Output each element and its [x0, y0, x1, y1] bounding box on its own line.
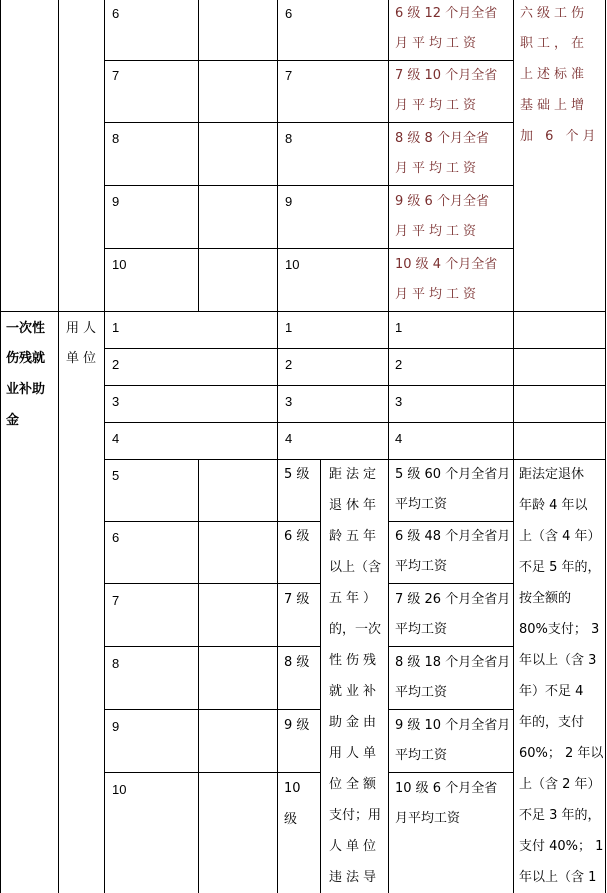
benefit-cell: 月平均工资: [395, 224, 481, 239]
grade-cell: 1: [112, 320, 120, 335]
condition-line: 五年）: [329, 591, 381, 606]
condition-line: 的，一次: [329, 622, 382, 637]
col-divider-sub-lower: [198, 459, 199, 893]
payment-line: 年）不足 4: [519, 684, 584, 699]
category-line: 业补助: [6, 382, 46, 397]
payment-line: 年以上（含 1: [519, 870, 597, 885]
condition-line: 人单位: [329, 839, 381, 854]
benefit-cell: 9 级 10 个月全省月: [395, 718, 511, 733]
grade-cell: 9: [112, 719, 120, 734]
payment-line: 距法定退休: [519, 467, 585, 482]
grade-cell: 6: [112, 530, 120, 545]
remark-line: 六级工伤: [520, 6, 589, 21]
category-line: 金: [6, 413, 20, 428]
grade-cell: 9: [285, 194, 293, 209]
condition-line: 性伤残: [329, 653, 381, 668]
payment-line: 不足 3 年的，: [519, 808, 601, 823]
grade-label: 5 级: [284, 467, 310, 482]
col-divider-benefit: [388, 0, 389, 893]
payment-line: 上（含 2 年）: [519, 777, 601, 792]
benefit-cell: 6 级 48 个月全省月: [395, 529, 511, 544]
benefit-cell: 月平均工资: [395, 98, 481, 113]
benefit-cell: 平均工资: [395, 622, 448, 637]
benefit-cell: 月平均工资: [395, 36, 481, 51]
benefit-cell: 平均工资: [395, 748, 448, 763]
grade-cell: 8: [112, 656, 120, 671]
benefit-cell: 8 级 8 个月全省: [395, 131, 489, 146]
grade-cell: 5: [112, 468, 120, 483]
condition-line: 龄五年: [329, 529, 381, 544]
benefit-cell: 5 级 60 个月全省月: [395, 467, 511, 482]
row-line: [104, 348, 606, 349]
grade-cell: 3: [112, 394, 120, 409]
remark-line: 上述标准: [520, 67, 589, 82]
benefit-cell: 7 级 10 个月全省: [395, 68, 498, 83]
table-border-right: [605, 0, 606, 893]
benefit-cell: 平均工资: [395, 497, 448, 512]
benefit-cell: 10 级 6 个月全省: [395, 781, 498, 796]
col-divider-sub: [198, 0, 199, 311]
grade-cell: 7: [285, 68, 293, 83]
benefit-cell: 7 级 26 个月全省月: [395, 592, 511, 607]
benefit-cell: 4: [395, 431, 403, 446]
grade-cell: 10: [112, 257, 127, 272]
col-divider-remark: [513, 0, 514, 893]
condition-line: 违法导: [329, 870, 381, 885]
grade-cell: 7: [112, 68, 120, 83]
category-line: 伤残就: [6, 351, 46, 366]
benefit-cell: 平均工资: [395, 685, 448, 700]
condition-line: 距法定: [329, 467, 381, 482]
grade-label: 7 级: [284, 592, 310, 607]
benefit-cell: 月平均工资: [395, 811, 461, 826]
payer-line: 用人: [66, 321, 101, 336]
benefit-cell: 9 级 6 个月全省: [395, 194, 489, 209]
grade-label: 级: [284, 812, 298, 827]
remark-line: 基础上增: [520, 98, 589, 113]
remark-line: 加 6 个月: [520, 129, 600, 144]
grade-cell: 6: [112, 6, 120, 21]
condition-line: 助金由: [329, 715, 381, 730]
row-line: [104, 385, 606, 386]
payer-line: 单位: [66, 351, 101, 366]
grade-cell: 2: [112, 357, 120, 372]
col-divider-payer: [104, 0, 105, 893]
grade-cell: 4: [112, 431, 120, 446]
benefit-cell: 6 级 12 个月全省: [395, 6, 498, 21]
row-line: [104, 422, 606, 423]
benefit-cell: 平均工资: [395, 559, 448, 574]
payment-line: 支付 40%； 1: [519, 839, 604, 854]
condition-line: 支付；用: [329, 808, 382, 823]
grade-cell: 3: [285, 394, 293, 409]
payment-line: 60%； 2 年以: [519, 746, 604, 761]
condition-line: 位全额: [329, 777, 381, 792]
condition-line: 以上（含: [329, 560, 382, 575]
condition-line: 就业补: [329, 684, 381, 699]
grade-cell: 9: [112, 194, 120, 209]
benefit-cell: 3: [395, 394, 403, 409]
benefit-cell: 月平均工资: [395, 161, 481, 176]
payment-line: 年的，支付: [519, 715, 585, 730]
payment-line: 上（含 4 年）: [519, 529, 601, 544]
grade-cell: 2: [285, 357, 293, 372]
grade-cell: 8: [285, 131, 293, 146]
table-border-left: [0, 0, 1, 893]
grade-cell: 6: [285, 6, 293, 21]
grade-cell: 7: [112, 593, 120, 608]
payment-line: 年龄 4 年以: [519, 498, 588, 513]
benefit-cell: 2: [395, 357, 403, 372]
grade-cell: 8: [112, 131, 120, 146]
payment-line: 按全额的: [519, 591, 572, 606]
grade-label: 6 级: [284, 529, 310, 544]
grade-label: 9 级: [284, 718, 310, 733]
grade-cell: 10: [112, 782, 127, 797]
benefit-cell: 10 级 4 个月全省: [395, 257, 498, 272]
condition-line: 用人单: [329, 746, 381, 761]
grade-cell: 4: [285, 431, 293, 446]
payment-line: 年以上（含 3: [519, 653, 597, 668]
col-divider-category: [58, 0, 59, 893]
payment-line: 80%支付； 3: [519, 622, 600, 637]
section-divider: [0, 311, 606, 312]
grade-label: 10: [284, 781, 301, 796]
grade-cell: 1: [285, 320, 293, 335]
payment-line: 不足 5 年的，: [519, 560, 601, 575]
remark-line: 职工，在: [520, 36, 589, 51]
grade-label: 8 级: [284, 655, 310, 670]
condition-line: 退休年: [329, 498, 381, 513]
col-divider-condition: [320, 459, 321, 893]
grade-cell: 10: [285, 257, 300, 272]
benefit-cell: 8 级 18 个月全省月: [395, 655, 511, 670]
benefit-cell: 1: [395, 320, 403, 335]
benefit-cell: 月平均工资: [395, 287, 481, 302]
col-divider-grade: [277, 0, 278, 893]
category-line: 一次性: [6, 321, 46, 336]
